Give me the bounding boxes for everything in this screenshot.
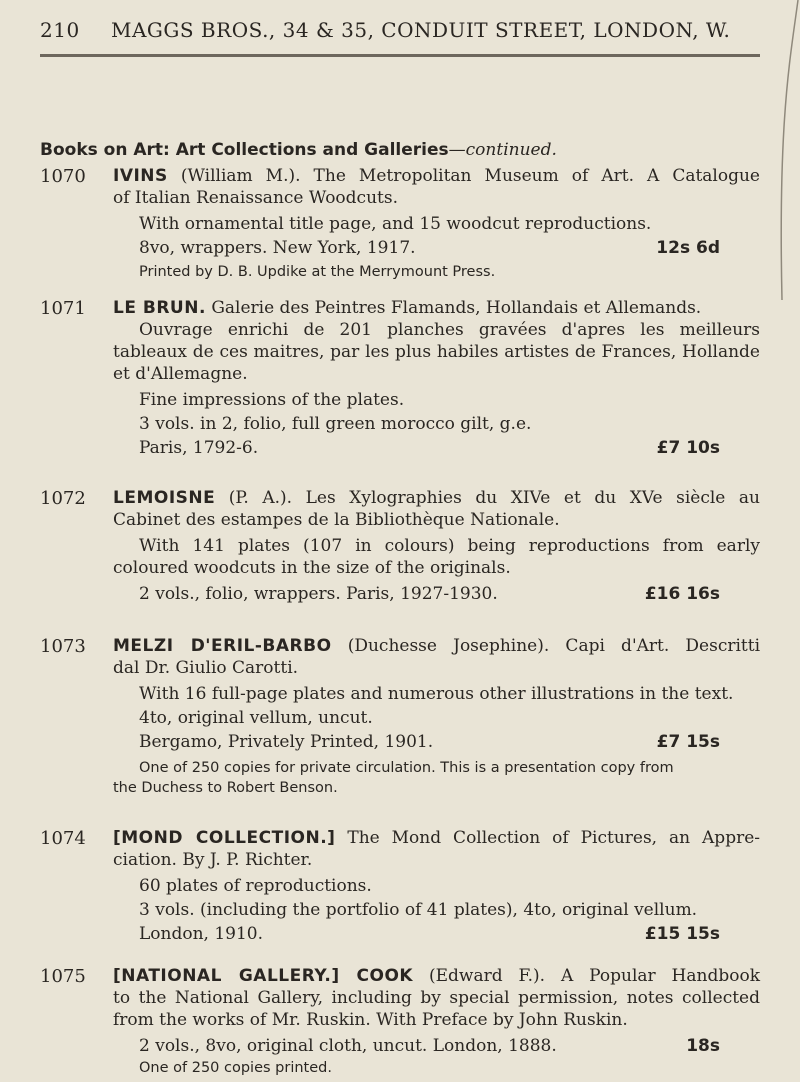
entry-note: One of 250 copies for private circulation. This is a presentation copy from [139, 760, 674, 776]
entry-description: With 16 full-page plates and numerous other illustrations in the text. [139, 684, 734, 704]
entry-description: With ornamental title page, and 15 woodcut reproductions. [139, 214, 652, 234]
entry-price: £7 15s [656, 732, 720, 752]
entry-description: 60 plates of reproductions. [139, 876, 372, 896]
entry-title-line [113, 988, 760, 1010]
entry-description: Fine impressions of the plates. [139, 390, 405, 410]
entry-title-line: ciation. By J. P. Richter. [113, 850, 313, 870]
entry-title-text: (William M.). The Metropolitan Museum of Art. A Catalogue [180, 166, 760, 186]
entry-title-line: of Italian Renaissance Woodcuts. [113, 188, 398, 208]
entry-title [113, 488, 760, 510]
lot-number: 1071 [40, 298, 86, 319]
entry-description: 3 vols. (including the portfolio of 41 plates), 4to, original vellum. [139, 900, 698, 920]
entry-title-text: Galerie des Peintres Flamands, Hollandais et Allemands. [211, 298, 702, 318]
entry-title-line-text: to the National Gallery, including by special permission, notes collected [113, 988, 760, 1008]
entry-description [139, 536, 760, 558]
page-curl-shadow [760, 0, 800, 300]
entry-title-line-text: tableaux de ces maitres, par les plus habiles artistes de Frances, Hollande [113, 342, 760, 362]
section-title: Books on Art: Art Collections and Galleries [40, 140, 449, 160]
entry-description: 3 vols. in 2, folio, full green morocco gilt, g.e. [139, 414, 532, 434]
header-rule [40, 54, 760, 57]
entry-title-line: et d'Allemagne. [113, 364, 248, 384]
entry-author: [NATIONAL GALLERY.] COOK [113, 966, 414, 986]
entry-price: 18s [686, 1036, 720, 1056]
entry-imprint: Bergamo, Privately Printed, 1901. [139, 732, 434, 752]
entry-price: £16 16s [644, 584, 720, 604]
entry-description: 4to, original vellum, uncut. [139, 708, 373, 728]
entry-note: the Duchess to Robert Benson. [113, 780, 338, 796]
entry-author: LE BRUN. [113, 298, 206, 318]
entry-author: [MOND COLLECTION.] [113, 828, 336, 848]
entry-imprint: Paris, 1792-6. [139, 438, 259, 458]
entry-title [113, 828, 760, 850]
entry-title-line [113, 342, 760, 364]
lot-number: 1075 [40, 966, 86, 987]
entry-imprint: 8vo, wrappers. New York, 1917. [139, 238, 416, 258]
lot-number: 1070 [40, 166, 86, 187]
entry-imprint: London, 1910. [139, 924, 264, 944]
entry-title [113, 166, 760, 188]
entry-title-line: Cabinet des estampes de la Bibliothèque Nationale. [113, 510, 560, 530]
section-heading [40, 140, 557, 160]
entry-title-line: from the works of Mr. Ruskin. With Preface by John Ruskin. [113, 1010, 628, 1030]
entry-title-text: (Duchesse Josephine). Capi d'Art. Descritti [347, 636, 761, 656]
publisher-line: MAGGS BROS., 34 & 35, CONDUIT STREET, LONDON, W. [111, 18, 731, 42]
entry-author: IVINS [113, 166, 168, 186]
entry-description-text: With 141 plates (107 in colours) being reproductions from early [139, 536, 760, 556]
entry-author: LEMOISNE [113, 488, 216, 508]
lot-number: 1074 [40, 828, 86, 849]
page-number: 210 [40, 18, 80, 42]
entry-price: £7 10s [656, 438, 720, 458]
entry-title-text: (P. A.). Les Xylographies du XIVe et du XVe siècle au [228, 488, 760, 508]
entry-title-text: The Mond Collection of Pictures, an Appre- [347, 828, 761, 848]
entry-title-text: (Edward F.). A Popular Handbook [428, 966, 761, 986]
entry-price: 12s 6d [656, 238, 720, 258]
entry-note: One of 250 copies printed. [139, 1060, 332, 1076]
entry-author: MELZI D'ERIL-BARBO [113, 636, 332, 656]
entry-imprint: 2 vols., folio, wrappers. Paris, 1927-1930. [139, 584, 498, 604]
entry-price: £15 15s [644, 924, 720, 944]
entry-title-line [139, 320, 760, 342]
entry-title-line-text: Ouvrage enrichi de 201 planches gravées d'apres les meilleurs [139, 320, 760, 340]
entry-title [113, 298, 760, 320]
entry-title-line: dal Dr. Giulio Carotti. [113, 658, 299, 678]
entry-title [113, 966, 760, 988]
section-continued: —continued. [448, 140, 557, 160]
lot-number: 1072 [40, 488, 86, 509]
lot-number: 1073 [40, 636, 86, 657]
entry-imprint: 2 vols., 8vo, original cloth, uncut. London, 1888. [139, 1036, 557, 1056]
entry-note: Printed by D. B. Updike at the Merrymount Press. [139, 264, 496, 280]
entry-description: coloured woodcuts in the size of the originals. [113, 558, 511, 578]
entry-title [113, 636, 760, 658]
